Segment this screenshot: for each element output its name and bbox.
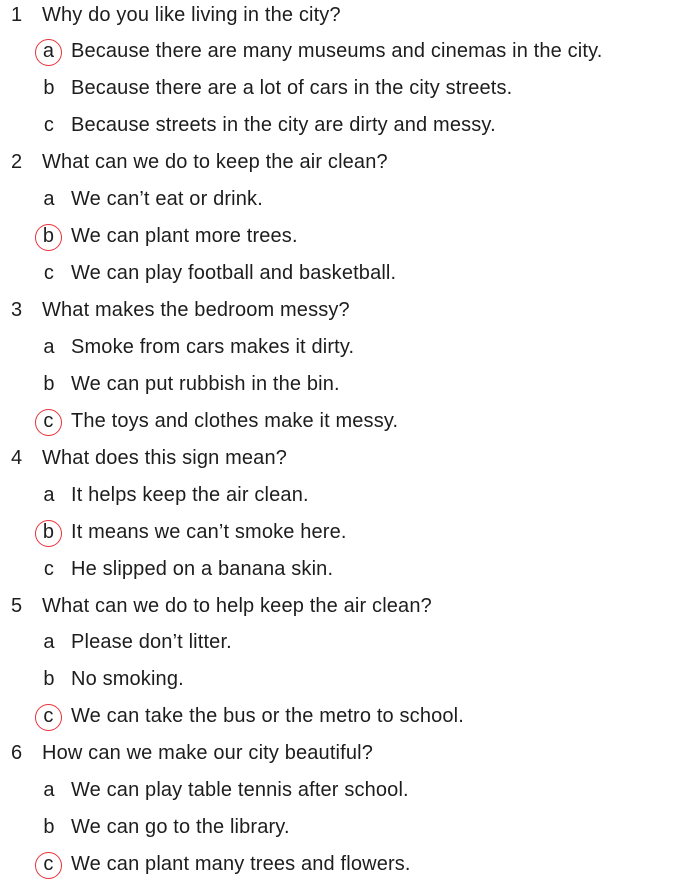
question-number: 1 bbox=[11, 4, 23, 26]
question-text: What makes the bedroom messy? bbox=[42, 299, 350, 321]
option-row bbox=[0, 772, 693, 809]
option-letter: a bbox=[43, 188, 55, 210]
option-row bbox=[0, 366, 693, 403]
option-text: Smoke from cars makes it dirty. bbox=[71, 336, 355, 358]
option-row bbox=[0, 403, 693, 440]
question-text: What can we do to help keep the air clean? bbox=[42, 595, 432, 617]
option-letter: a bbox=[43, 336, 55, 358]
option-letter: a bbox=[43, 631, 55, 653]
question-row bbox=[0, 735, 693, 772]
option-text: We can’t eat or drink. bbox=[71, 188, 263, 210]
question-row bbox=[0, 144, 693, 181]
option-row bbox=[0, 70, 693, 107]
option-row bbox=[0, 107, 693, 144]
question-number: 4 bbox=[11, 447, 23, 469]
question-number: 2 bbox=[11, 151, 23, 173]
option-row bbox=[0, 551, 693, 588]
question-row bbox=[0, 440, 693, 477]
option-row bbox=[0, 809, 693, 846]
option-text: It means we can’t smoke here. bbox=[71, 521, 347, 543]
option-text: The toys and clothes make it messy. bbox=[71, 410, 399, 432]
option-text: He slipped on a banana skin. bbox=[71, 558, 334, 580]
option-letter: c bbox=[43, 114, 55, 136]
option-row bbox=[0, 661, 693, 698]
option-row bbox=[0, 624, 693, 661]
option-text: We can plant many trees and flowers. bbox=[71, 853, 411, 875]
option-row bbox=[0, 218, 693, 255]
option-text: No smoking. bbox=[71, 668, 184, 690]
option-text: We can play football and basketball. bbox=[71, 262, 397, 284]
option-text: We can take the bus or the metro to school. bbox=[71, 705, 464, 727]
option-row bbox=[0, 33, 693, 70]
option-row bbox=[0, 846, 693, 883]
question-text: What does this sign mean? bbox=[42, 447, 287, 469]
question-row bbox=[0, 0, 693, 34]
option-letter: b bbox=[43, 373, 55, 395]
option-row bbox=[0, 477, 693, 514]
question-text: How can we make our city beautiful? bbox=[42, 742, 373, 764]
option-text: Because there are a lot of cars in the city streets. bbox=[71, 77, 513, 99]
option-letter: b bbox=[43, 668, 55, 690]
question-text: Why do you like living in the city? bbox=[42, 4, 341, 26]
option-text: Please don’t litter. bbox=[71, 631, 232, 653]
question-text: What can we do to keep the air clean? bbox=[42, 151, 388, 173]
option-row bbox=[0, 255, 693, 292]
option-letter-circled: c bbox=[35, 704, 62, 731]
option-text: We can go to the library. bbox=[71, 816, 290, 838]
option-letter: a bbox=[43, 779, 55, 801]
option-letter: b bbox=[43, 816, 55, 838]
option-row bbox=[0, 181, 693, 218]
option-row bbox=[0, 514, 693, 551]
question-number: 6 bbox=[11, 742, 23, 764]
option-text: Because there are many museums and cinemas in the city. bbox=[71, 40, 603, 62]
option-text: Because streets in the city are dirty and messy. bbox=[71, 114, 496, 136]
option-letter: a bbox=[43, 484, 55, 506]
question-row bbox=[0, 292, 693, 329]
option-letter-circled: b bbox=[35, 224, 62, 251]
question-row bbox=[0, 588, 693, 625]
option-letter-circled: c bbox=[35, 852, 62, 879]
option-letter: b bbox=[43, 77, 55, 99]
option-text: We can put rubbish in the bin. bbox=[71, 373, 340, 395]
option-row bbox=[0, 698, 693, 735]
option-letter-circled: c bbox=[35, 409, 62, 436]
question-number: 3 bbox=[11, 299, 23, 321]
option-letter-circled: a bbox=[35, 39, 62, 66]
option-letter-circled: b bbox=[35, 520, 62, 547]
option-letter: c bbox=[43, 558, 55, 580]
option-text: We can plant more trees. bbox=[71, 225, 298, 247]
question-number: 5 bbox=[11, 595, 23, 617]
option-row bbox=[0, 329, 693, 366]
option-text: It helps keep the air clean. bbox=[71, 484, 309, 506]
option-text: We can play table tennis after school. bbox=[71, 779, 409, 801]
option-letter: c bbox=[43, 262, 55, 284]
